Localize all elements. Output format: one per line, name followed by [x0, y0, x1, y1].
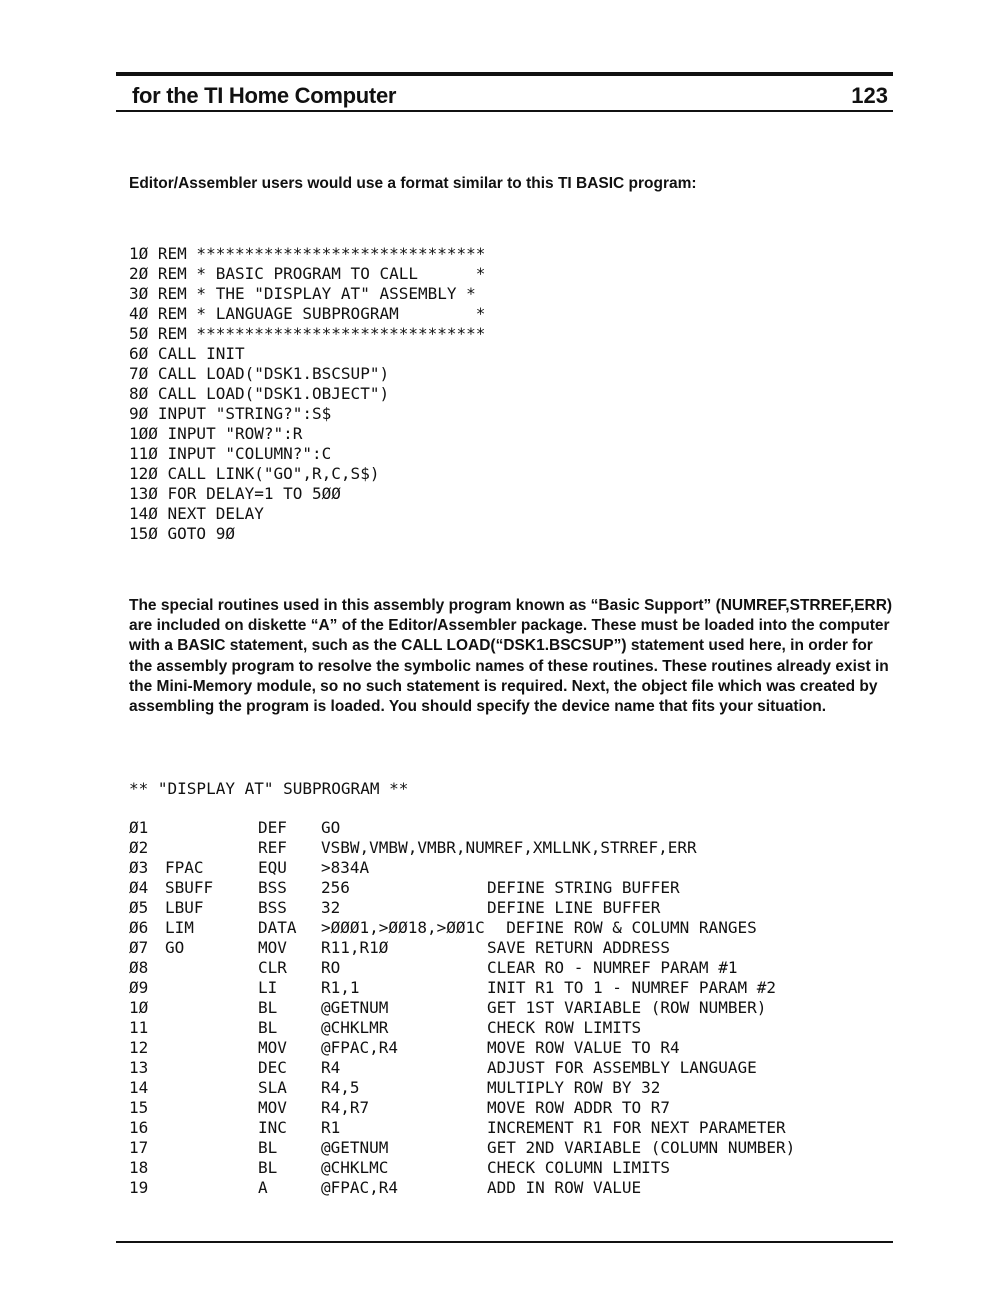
assembly-opcode: INC	[258, 1118, 287, 1137]
assembly-comment: INIT R1 TO 1 - NUMREF PARAM #2	[487, 978, 776, 997]
assembly-opcode: DEC	[258, 1058, 287, 1077]
assembly-comment: CHECK COLUMN LIMITS	[487, 1158, 671, 1177]
assembly-operand: >ØØØ1,>ØØ18,>ØØ1C	[321, 918, 485, 937]
assembly-line-number: 12	[129, 1038, 149, 1057]
assembly-opcode: SLA	[258, 1078, 287, 1097]
assembly-operand: R4,5	[321, 1078, 360, 1097]
basic-code-line: 13Ø FOR DELAY=1 TO 5ØØ	[129, 484, 341, 503]
assembly-comment: INCREMENT R1 FOR NEXT PARAMETER	[487, 1118, 786, 1137]
body-paragraph: The special routines used in this assembly program known as “Basic Support” (NUMREF,STRREF,ERR) are included on diskette “A” of the Editor/Assembler package. These must be loaded into the computer with a BASIC statement, such as the CALL LOAD(“DSK1.BSCSUP”) statement used here, in order for the assembly program to resolve the symbolic names of these routines. These routines already exist in the Mini-Memory module, so no such statement is required. Next, the object file which was created by assembling the program is loaded. You should specify the device name that fits your situation.	[129, 597, 893, 716]
basic-code-line: 9Ø INPUT "STRING?":S$	[129, 404, 332, 423]
assembly-operand: VSBW,VMBW,VMBR,NUMREF,XMLLNK,STRREF,ERR	[321, 838, 697, 857]
assembly-operand: 256	[321, 878, 350, 897]
assembly-label: LBUF	[165, 898, 204, 917]
assembly-opcode: CLR	[258, 958, 287, 977]
basic-code-line: 6Ø CALL INIT	[129, 344, 245, 363]
assembly-comment: GET 2ND VARIABLE (COLUMN NUMBER)	[487, 1138, 796, 1157]
assembly-comment: DEFINE LINE BUFFER	[487, 898, 661, 917]
assembly-operand: 32	[321, 898, 341, 917]
assembly-title: ** "DISPLAY AT" SUBPROGRAM **	[129, 779, 409, 798]
assembly-line-number: 1Ø	[129, 998, 149, 1017]
assembly-operand: @GETNUM	[321, 998, 389, 1017]
assembly-comment: CLEAR RO - NUMREF PARAM #1	[487, 958, 738, 977]
basic-program-listing	[129, 244, 485, 544]
assembly-line-number: Ø1	[129, 818, 149, 837]
assembly-label: FPAC	[165, 858, 204, 877]
assembly-operand: @GETNUM	[321, 1138, 389, 1157]
assembly-label: GO	[165, 938, 185, 957]
assembly-opcode: MOV	[258, 938, 287, 957]
basic-code-line: 4Ø REM * LANGUAGE SUBPROGRAM *	[129, 304, 486, 323]
assembly-line-number: Ø9	[129, 978, 149, 997]
basic-code-line: 8Ø CALL LOAD("DSK1.OBJECT")	[129, 384, 390, 403]
assembly-line-number: Ø2	[129, 838, 149, 857]
assembly-comment: DEFINE STRING BUFFER	[487, 878, 680, 897]
assembly-operand: GO	[321, 818, 341, 837]
assembly-operand: @FPAC,R4	[321, 1038, 399, 1057]
assembly-opcode: BSS	[258, 878, 287, 897]
assembly-line-number: Ø8	[129, 958, 149, 977]
footer-rule	[116, 1241, 893, 1243]
assembly-opcode: MOV	[258, 1098, 287, 1117]
assembly-label: LIM	[165, 918, 194, 937]
assembly-comment: MOVE ROW VALUE TO R4	[487, 1038, 680, 1057]
assembly-line-number: Ø4	[129, 878, 149, 897]
assembly-operand: R11,R1Ø	[321, 938, 389, 957]
basic-code-line: 5Ø REM ******************************	[129, 324, 486, 343]
assembly-line-number: Ø6	[129, 918, 149, 937]
assembly-label: SBUFF	[165, 878, 214, 897]
assembly-line-number: 18	[129, 1158, 149, 1177]
basic-code-line: 3Ø REM * THE "DISPLAY AT" ASSEMBLY *	[129, 284, 476, 303]
assembly-operand: @CHKLMR	[321, 1018, 389, 1037]
assembly-opcode: DATA	[258, 918, 297, 937]
assembly-comment: ADJUST FOR ASSEMBLY LANGUAGE	[487, 1058, 757, 1077]
assembly-comment: SAVE RETURN ADDRESS	[487, 938, 671, 957]
assembly-opcode: BL	[258, 1138, 278, 1157]
assembly-comment: DEFINE ROW & COLUMN RANGES	[487, 918, 757, 937]
assembly-opcode: BL	[258, 998, 278, 1017]
assembly-line-number: Ø7	[129, 938, 149, 957]
assembly-operand: R4	[321, 1058, 341, 1077]
assembly-operand: R4,R7	[321, 1098, 370, 1117]
basic-code-line: 14Ø NEXT DELAY	[129, 504, 264, 523]
assembly-opcode: REF	[258, 838, 287, 857]
assembly-line-number: Ø5	[129, 898, 149, 917]
basic-code-line: 7Ø CALL LOAD("DSK1.BSCSUP")	[129, 364, 390, 383]
basic-code-line: 1ØØ INPUT "ROW?":R	[129, 424, 303, 443]
assembly-comment: GET 1ST VARIABLE (ROW NUMBER)	[487, 998, 767, 1017]
assembly-opcode: BSS	[258, 898, 287, 917]
assembly-line-number: 19	[129, 1178, 149, 1197]
assembly-line-number: 11	[129, 1018, 149, 1037]
assembly-line-number: 16	[129, 1118, 149, 1137]
assembly-operand: @FPAC,R4	[321, 1178, 399, 1197]
assembly-comment: MULTIPLY ROW BY 32	[487, 1078, 661, 1097]
assembly-opcode: BL	[258, 1158, 278, 1177]
assembly-operand: R1,1	[321, 978, 360, 997]
basic-code-line: 12Ø CALL LINK("GO",R,C,S$)	[129, 464, 380, 483]
assembly-operand: >834A	[321, 858, 370, 877]
running-header	[116, 80, 893, 112]
basic-code-line: 11Ø INPUT "COLUMN?":C	[129, 444, 332, 463]
assembly-operand: RO	[321, 958, 341, 977]
assembly-line-number: 14	[129, 1078, 149, 1097]
assembly-line-number: 13	[129, 1058, 149, 1077]
assembly-operand: @CHKLMC	[321, 1158, 389, 1177]
assembly-comment: MOVE ROW ADDR TO R7	[487, 1098, 671, 1117]
header-top-rule	[116, 72, 893, 76]
assembly-comment: CHECK ROW LIMITS	[487, 1018, 642, 1037]
header-title: for the TI Home Computer	[132, 83, 397, 108]
assembly-line-number: 15	[129, 1098, 149, 1117]
page-number: 123	[851, 83, 888, 108]
assembly-line-number: 17	[129, 1138, 149, 1157]
assembly-opcode: LI	[258, 978, 278, 997]
basic-code-line: 15Ø GOTO 9Ø	[129, 524, 235, 543]
assembly-opcode: DEF	[258, 818, 287, 837]
basic-code-line: 2Ø REM * BASIC PROGRAM TO CALL *	[129, 264, 486, 283]
assembly-opcode: A	[258, 1178, 268, 1197]
assembly-operand: R1	[321, 1118, 341, 1137]
intro-text: Editor/Assembler users would use a format similar to this TI BASIC program:	[129, 175, 697, 192]
basic-code-line: 1Ø REM ******************************	[129, 244, 486, 263]
assembly-line-number: Ø3	[129, 858, 149, 877]
assembly-opcode: BL	[258, 1018, 278, 1037]
assembly-opcode: MOV	[258, 1038, 287, 1057]
assembly-opcode: EQU	[258, 858, 287, 877]
assembly-comment: ADD IN ROW VALUE	[487, 1178, 642, 1197]
